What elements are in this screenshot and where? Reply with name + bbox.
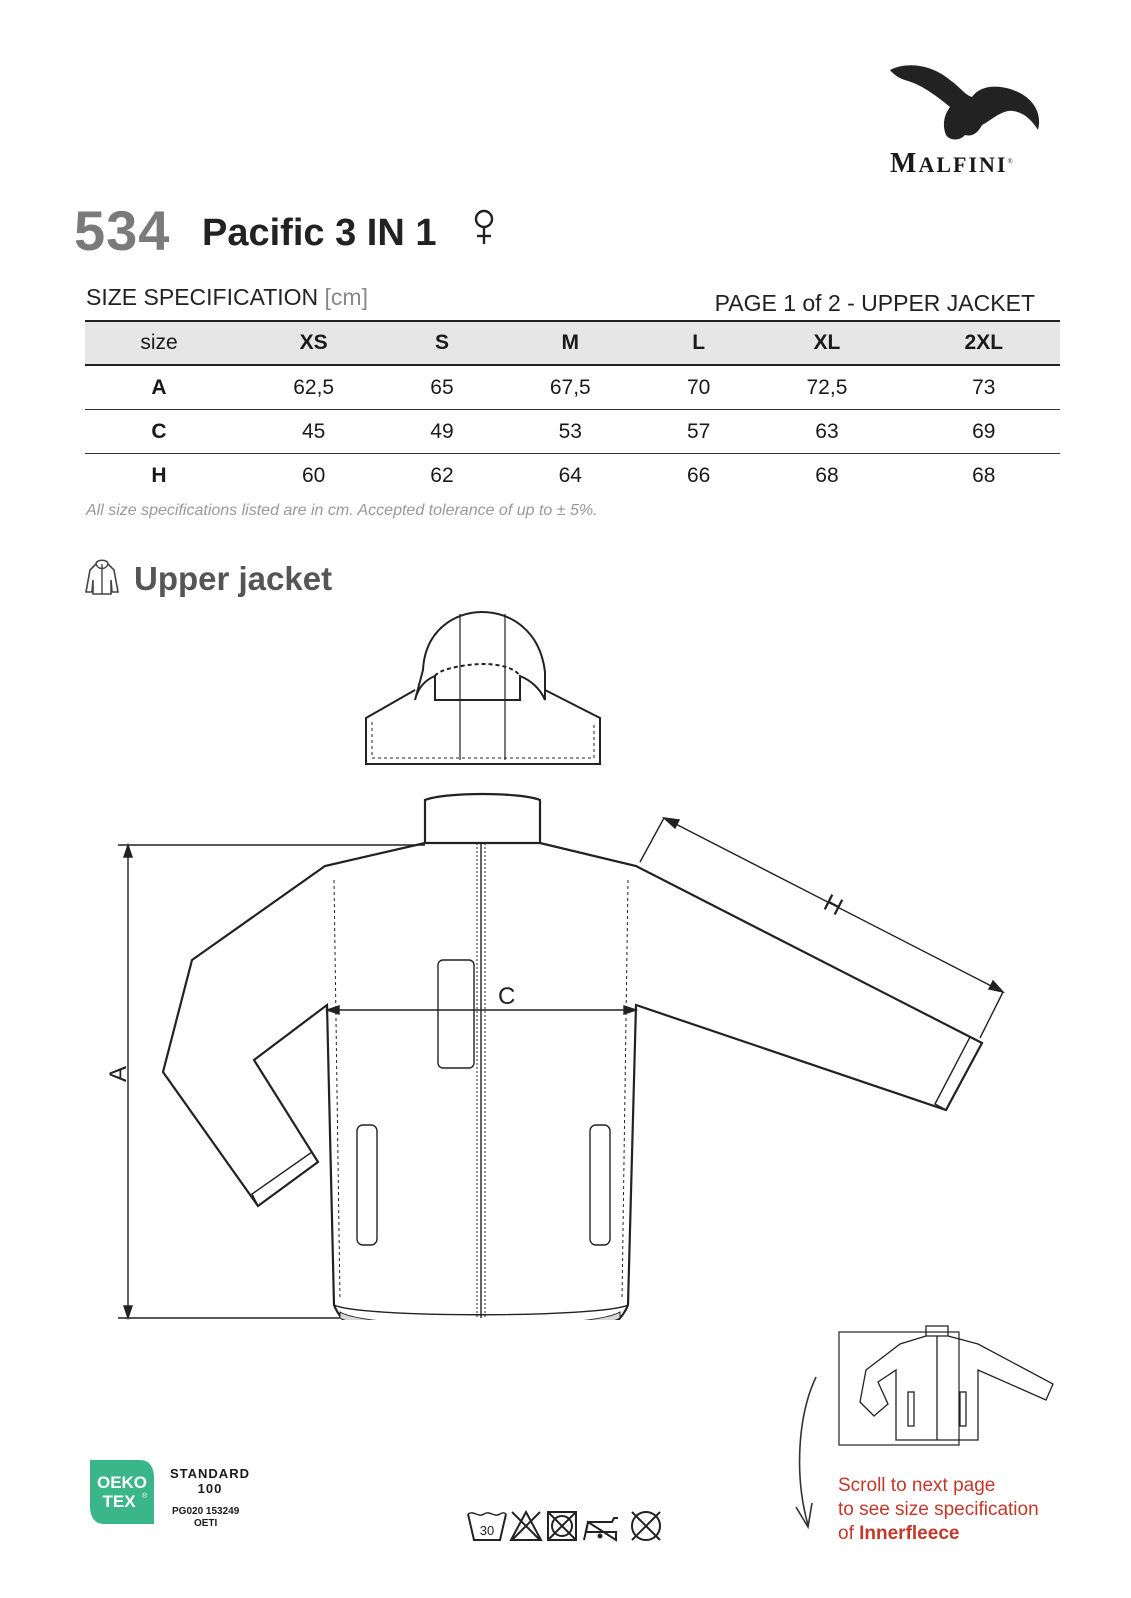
scroll-hint-line3 [838,1522,1039,1546]
wash-temp: 30 [479,1523,495,1538]
brand-rest: ALFINI [918,152,1008,177]
table-cell: 73 [908,365,1060,410]
table-cell: 63 [746,410,907,454]
table-cell: C [85,410,233,454]
brand-initial: M [890,148,919,179]
scroll-hint-line2: to see size specification [838,1499,1039,1520]
oeko-code: PG020 153249 [172,1506,240,1517]
scroll-hint [838,1474,1039,1546]
size-table [85,320,1060,497]
page-label: PAGE 1 of 2 - UPPER JACKET [714,290,1035,316]
oeko-standard-label: STANDARD [170,1466,250,1481]
header-cell: size [85,321,233,365]
oeko-institute: OETI [193,1518,218,1529]
jacket-technical-drawing [0,600,1131,1320]
product-number: 534 [74,199,171,262]
table-cell: 70 [651,365,746,410]
jacket-icon [84,558,120,596]
spec-unit: [cm] [324,284,368,310]
measure-lines [118,818,1003,1318]
spec-title-text: SIZE SPECIFICATION [86,284,319,310]
header-cell: L [651,321,746,365]
scroll-hint-line1: Scroll to next page [838,1475,996,1496]
oeko-reg: ® [142,1493,148,1500]
table-cell: 67,5 [490,365,651,410]
table-cell: 72,5 [746,365,907,410]
oeko-line2: TEX [102,1492,136,1511]
oeko-line1: OEKO [96,1473,148,1492]
measure-label-h: H [819,889,847,922]
table-cell: A [85,365,233,410]
table-cell: 49 [394,410,489,454]
scroll-hint-prefix: of [838,1523,860,1544]
no-dry-clean-icon [632,1512,660,1540]
registered-mark: ® [1007,157,1015,166]
female-symbol-icon [472,208,496,248]
table-cell: 53 [490,410,651,454]
product-name: Pacific 3 IN 1 [202,212,437,254]
oeko-standard [170,1466,250,1496]
oeko-tex-badge [86,1456,158,1528]
header-cell: 2XL [908,321,1060,365]
table-row [85,365,1060,410]
table-cell: 60 [301,463,326,487]
jacket-body-drawing [163,794,982,1320]
header-cell: M [490,321,651,365]
header-cell: XS [233,321,394,365]
header-cell: XL [746,321,907,365]
oeko-standard-num: 100 [197,1481,223,1496]
wash-30-icon [468,1513,506,1540]
measure-label-c: C [498,983,516,1010]
table-cell: 45 [233,410,394,454]
spec-title [86,284,368,311]
header-cell: S [394,321,489,365]
table-cell: 65 [394,365,489,410]
care-icons [466,1506,668,1546]
table-row [85,410,1060,454]
no-bleach-icon [511,1512,541,1540]
table-cell: 69 [908,410,1060,454]
hood-drawing [366,612,600,764]
iron-low-icon [584,1518,618,1540]
measure-label-a: A [105,1065,132,1082]
innerfleece-thumbnail[interactable] [838,1322,1058,1447]
table-cell: 64 [558,463,582,487]
table-cell: 66 [686,463,711,487]
tolerance-note: All size specifications listed are in cm. Accepted tolerance of up to ± 5%. [86,502,598,519]
table-cell: 62,5 [233,365,394,410]
scroll-down-arrow-icon [788,1375,828,1535]
scroll-hint-target: Innerfleece [859,1523,960,1544]
table-cell: H [151,463,167,487]
table-row [85,454,1060,498]
table-cell: 68 [972,463,996,487]
section-title: Upper jacket [134,560,333,597]
brand-wordmark [890,148,1015,180]
no-tumble-dry-icon [548,1512,576,1540]
table-cell: 62 [430,463,454,487]
oeko-code-block [172,1506,239,1530]
table-header-row [85,321,1060,365]
table-cell: 57 [651,410,746,454]
table-cell: 68 [815,463,839,487]
